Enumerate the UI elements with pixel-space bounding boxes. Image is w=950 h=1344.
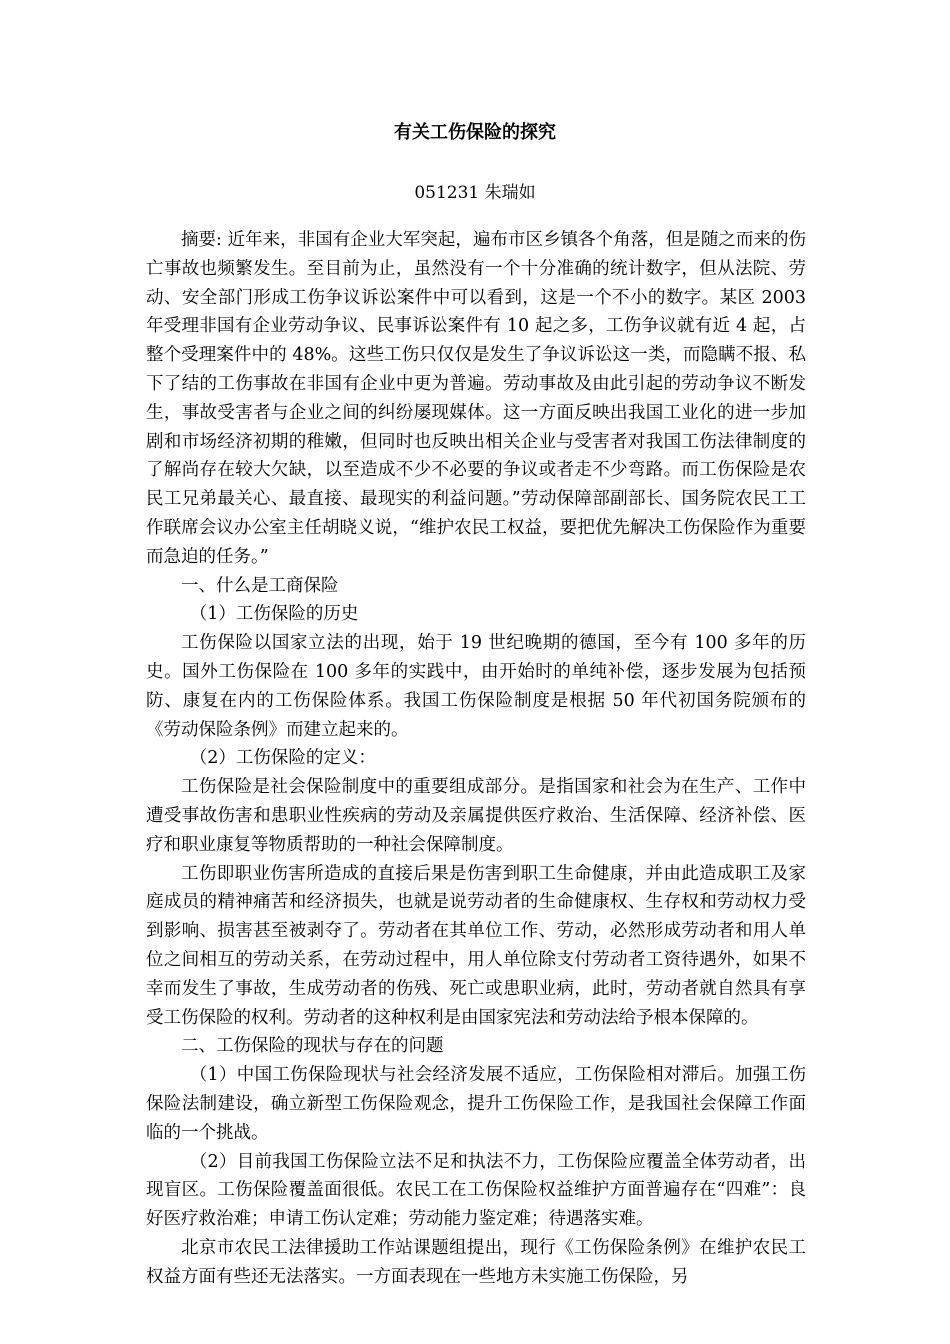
- section-heading-1: 一、什么是工商保险: [181, 575, 339, 596]
- document-author: 051231 朱瑞如: [414, 183, 536, 203]
- body-paragraph: 北京市农民工法律援助工作站课题组提出，现行《工伤保险条例》在维护农民工权益方面有些还无法落实。一方面表现在一些地方未实施工伤保险，另: [146, 1237, 806, 1287]
- section-heading-2: 二、工伤保险的现状与存在的问题: [181, 1036, 444, 1057]
- subsection-heading-1-1: （1）工伤保险的历史: [189, 604, 359, 625]
- subsection-heading-1-2: （2）工伤保险的定义：: [189, 748, 376, 769]
- document-body: [146, 226, 806, 1291]
- body-paragraph: （2）目前我国工伤保险立法不足和执法不力，工伤保险应覆盖全体劳动者，出现盲区。工伤保险覆盖面很低。农民工在工伤保险权益维护方面普遍存在“四难”：良好医疗救治难；申请工伤认定难；劳动能力鉴定难；待遇落实难。: [146, 1151, 806, 1230]
- body-paragraph: 工伤保险以国家立法的出现，始于 19 世纪晚期的德国，至今有 100 多年的历史。国外工伤保险在 100 多年的实践中，由开始时的单纯补偿，逐步发展为包括预防、康复在内的工伤保险体系。我国工伤保险制度是根据 50 年代初国务院颁布的《劳动保险条例》而建立起来的。: [146, 633, 806, 740]
- body-paragraph: 工伤保险是社会保险制度中的重要组成部分。是指国家和社会为在生产、工作中遭受事故伤害和患职业性疾病的劳动及亲属提供医疗救治、生活保障、经济补偿、医疗和职业康复等物质帮助的一种社会保障制度。: [146, 777, 806, 855]
- abstract-paragraph: 摘要: 近年来，非国有企业大军突起，遍布市区乡镇各个角落，但是随之而来的伤亡事故也频繁发生。至目前为止，虽然没有一个十分准确的统计数字，但从法院、劳动、安全部门形成工伤争议诉讼案件中可以看到，这是一个不小的数字。某区 2003 年受理非国有企业劳动争议、民事诉讼案件有 10 起之多，工伤争议就有近 4 起，占整个受理案件中的 48%。这些工伤只仅仅是发生了争议诉讼这一类，而隐瞒不报、私下了结的工伤事故在非国有企业中更为普遍。劳动事故及由此引起的劳动争议不断发生，事故受害者与企业之间的纠纷屡现媒体。这一方面反映出我国工业化的进一步加剧和市场经济初期的稚嫩，但同时也反映出相关企业与受害者对我国工伤法律制度的了解尚存在较大欠缺，以至造成不少不必要的争议或者走不少弯路。而工伤保险是农民工兄弟最关心、最直接、最现实的利益问题。”劳动保障部副部长、国务院农民工工作联席会议办公室主任胡晓义说，“维护农民工权益，要把优先解决工伤保险作为重要而急迫的任务。”: [146, 230, 806, 567]
- body-paragraph: （1）中国工伤保险现状与社会经济发展不适应，工伤保险相对滞后。加强工伤保险法制建设，确立新型工伤保险观念，提升工伤保险工作，是我国社会保障工作面临的一个挑战。: [146, 1065, 806, 1143]
- body-paragraph: 工伤即职业伤害所造成的直接后果是伤害到职工生命健康，并由此造成职工及家庭成员的精神痛苦和经济损失，也就是说劳动者的生命健康权、生存权和劳动权力受到影响、损害甚至被剥夺了。劳动者在其单位工作、劳动，必然形成劳动者和用人单位之间相互的劳动关系，在劳动过程中，用人单位除支付劳动者工资待遇外，如果不幸而发生了事故，生成劳动者的伤残、死亡或患职业病，此时，劳动者就自然具有享受工伤保险的权利。劳动者的这种权利是由国家宪法和劳动法给予根本保障的。: [146, 863, 806, 1028]
- document-title: 有关工伤保险的探究: [394, 122, 556, 143]
